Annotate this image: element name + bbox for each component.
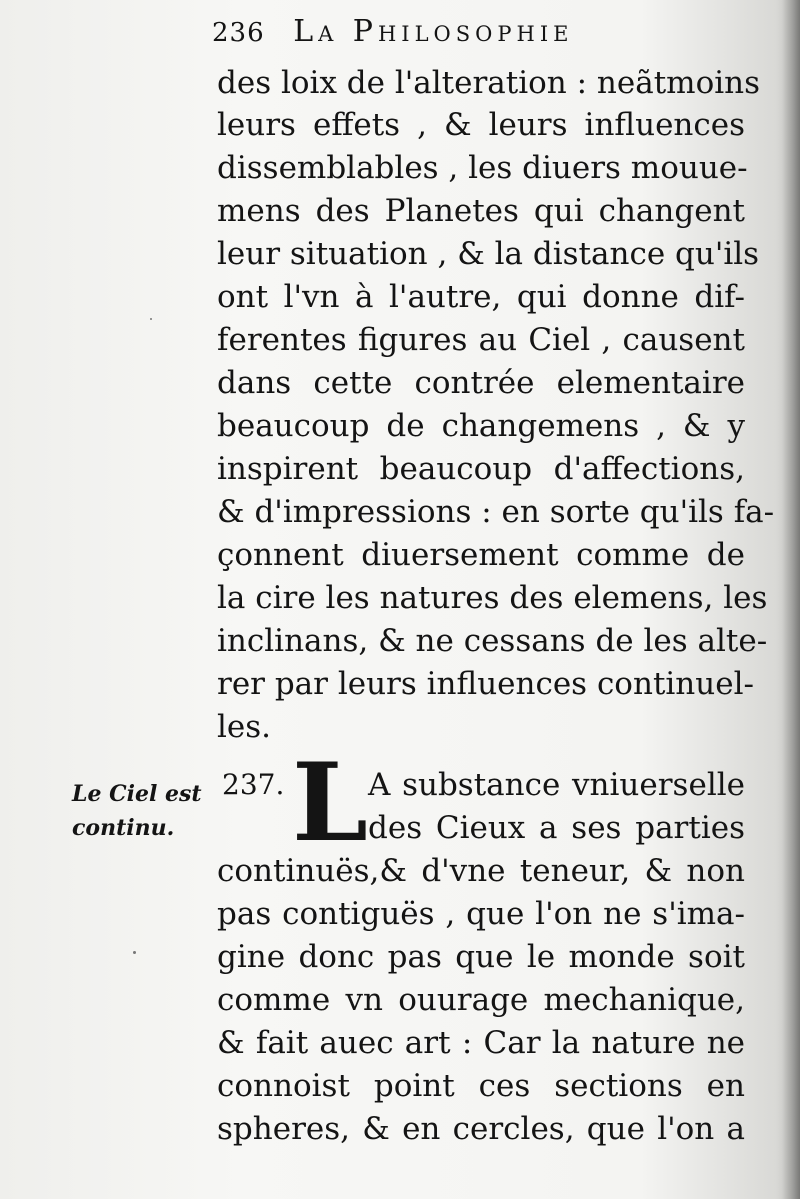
section-line: connoist point ces sections en (217, 1068, 745, 1104)
body-line: la cire les natures des elemens, les (217, 580, 768, 616)
section-line: comme vn ouurage mechanique, (217, 982, 745, 1018)
page-gutter-shadow (782, 0, 800, 1199)
body-line: ont l'vn à l'autre, qui donne dif- (217, 279, 745, 315)
marginal-note-line: Le Ciel est (72, 781, 202, 807)
body-line: dans cette contrée elementaire (217, 365, 745, 401)
body-line: & d'impressions : en sorte qu'ils fa- (217, 494, 775, 530)
body-line: inclinans, & ne cessans de les alte- (217, 623, 768, 659)
body-line: çonnent diuersement comme de (217, 537, 745, 573)
paper-speck (133, 951, 136, 954)
body-line: leur situation , & la distance qu'ils (217, 236, 760, 272)
section-line: gine donc pas que le monde soit (217, 939, 745, 975)
section-line: A substance vniuerselle (368, 767, 745, 803)
body-line: inspirent beaucoup d'affections, (217, 451, 745, 487)
section-line: spheres, & en cercles, que l'on a (217, 1111, 745, 1147)
page-number: 236 (212, 18, 265, 48)
body-line: des loix de l'alteration : neãtmoins (217, 65, 761, 101)
running-header (212, 14, 752, 54)
body-line: rer par leurs influences continuel- (217, 666, 754, 702)
section-line: & fait auec art : Car la nature ne (217, 1025, 745, 1061)
body-line: ferentes figures au Ciel , causent (217, 322, 745, 358)
section-line: pas contiguës , que l'on ne s'ima- (217, 896, 745, 932)
paper-speck (150, 318, 152, 320)
body-line: mens des Planetes qui changent (217, 193, 745, 229)
section-line: des Cieux a ses parties (368, 810, 745, 846)
body-line: les. (217, 709, 272, 745)
marginal-note-line: continu. (72, 815, 175, 841)
section-line: continuës,& d'vne teneur, & non (217, 853, 745, 889)
body-line: dissemblables , les diuers mouue- (217, 150, 748, 186)
section-number: 237. (222, 768, 285, 801)
body-line: leurs effets , & leurs influences (217, 107, 745, 143)
body-line: beaucoup de changemens , & y (217, 408, 745, 444)
drop-cap: L (292, 740, 368, 866)
running-title: La Philosophie (293, 14, 574, 49)
